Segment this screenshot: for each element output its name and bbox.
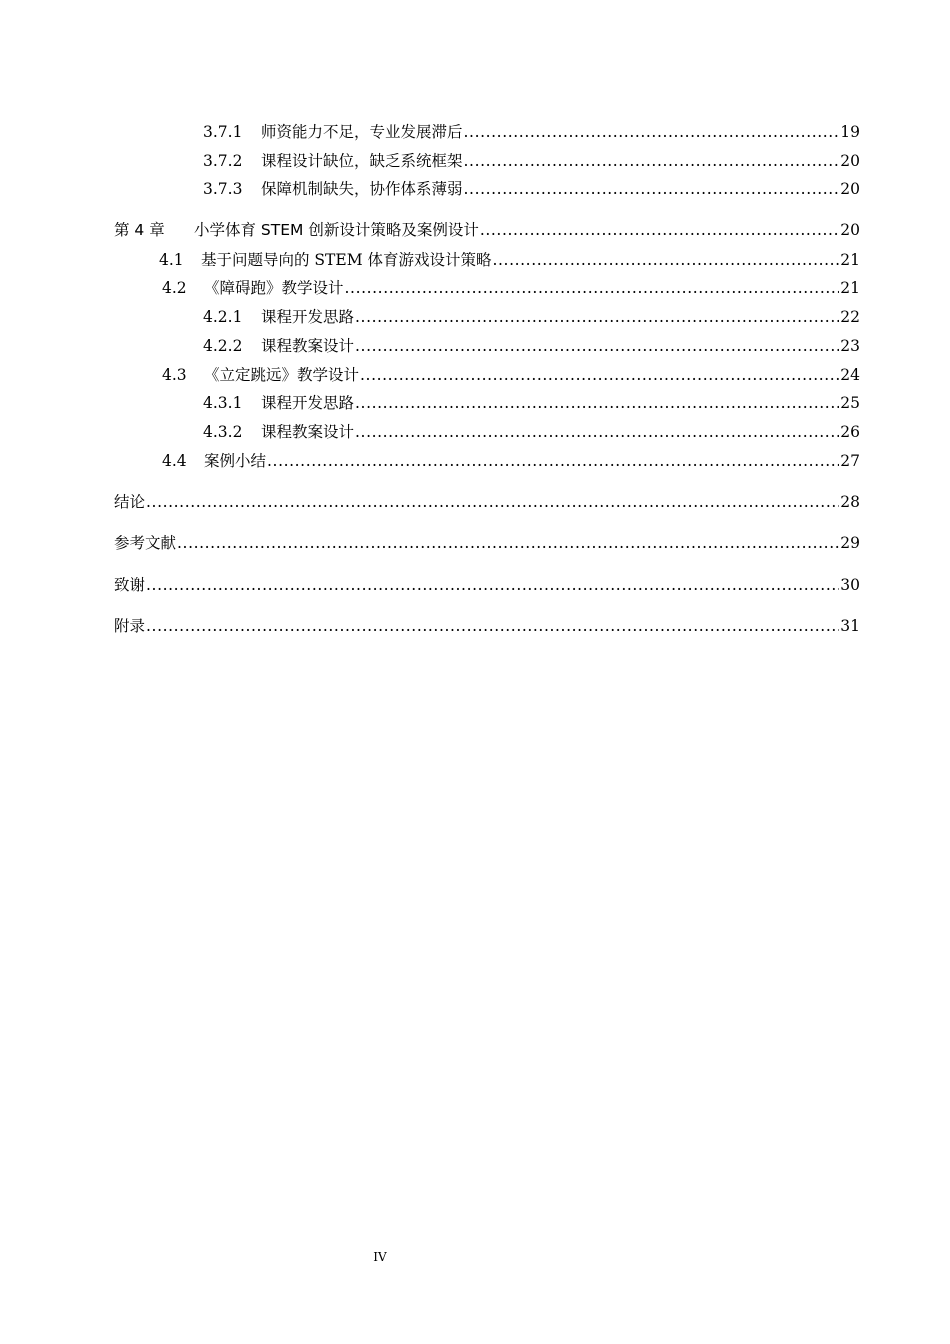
toc-entry-page: 20 [840,180,860,198]
toc-entry-number: 4.3.2 [203,423,243,441]
toc-entry-title: 课程开发思路 [261,394,355,412]
toc-entry-number: 4.3 [162,366,187,384]
toc-dot-leader [360,365,839,385]
toc-entry-page: 20 [840,221,860,239]
toc-section-entry[interactable] [114,529,860,553]
toc-entry-number: 4.3.1 [203,394,243,412]
toc-dot-leader [345,278,840,298]
toc-entry[interactable] [203,147,860,171]
toc-entry-number: 3.7.3 [203,180,243,198]
toc-entry-page: 30 [840,576,860,594]
toc-dot-leader [146,492,839,512]
toc-entry[interactable] [203,332,860,356]
toc-entry-number: 4.4 [162,452,187,470]
toc-entry-page: 28 [840,493,860,511]
toc-entry-title: 附录 [114,617,146,635]
toc-entry-page: 24 [840,366,860,384]
toc-entry-title: 保障机制缺失，协作体系薄弱 [261,180,463,198]
toc-dot-leader [355,393,839,413]
toc-entry-number: 第 4 章 [114,221,165,239]
toc-entry-title: 师资能力不足，专业发展滞后 [261,123,463,141]
toc-entry-page: 26 [840,423,860,441]
toc-entry[interactable] [203,175,860,199]
toc-entry-title: 《立定跳远》教学设计 [204,366,360,384]
toc-entry-number: 4.2.1 [203,308,243,326]
toc-entry[interactable] [162,274,860,298]
toc-entry-page: 31 [840,617,860,635]
toc-entry-page: 21 [840,251,860,269]
toc-entry-page: 19 [840,123,860,141]
toc-entry[interactable] [162,447,860,471]
toc-section-entry[interactable] [114,571,860,595]
toc-entry-page: 29 [840,534,860,552]
toc-entry-title: 参考文献 [114,534,177,552]
toc-dot-leader [464,122,840,142]
toc-dot-leader [177,533,839,553]
toc-entry[interactable] [203,389,860,413]
toc-entry-page: 27 [840,452,860,470]
toc-entry-title: 基于问题导向的 STEM 体育游戏设计策略 [201,251,492,269]
toc-dot-leader [355,307,839,327]
page-footer-number: IV [373,1250,387,1264]
toc-section-entry[interactable] [114,488,860,512]
toc-entry-number: 3.7.1 [203,123,243,141]
toc-entry-title: 结论 [114,493,146,511]
toc-dot-leader [464,151,840,171]
toc-entry-page: 22 [840,308,860,326]
toc-chapter-entry[interactable] [114,216,860,240]
toc-section-entry[interactable] [114,612,860,636]
toc-dot-leader [480,220,839,240]
toc-entry-page: 21 [840,279,860,297]
toc-dot-leader [464,179,840,199]
toc-dot-leader [493,250,840,270]
toc-entry-number: 4.2.2 [203,337,243,355]
toc-entry[interactable] [159,246,860,270]
toc-entry-title: 课程设计缺位，缺乏系统框架 [261,152,463,170]
toc-entry-number: 4.2 [162,279,187,297]
toc-entry[interactable] [203,118,860,142]
toc-entry-page: 20 [840,152,860,170]
toc-entry-title: 课程开发思路 [261,308,355,326]
toc-entry-title: 案例小结 [204,452,267,470]
toc-entry[interactable] [162,361,860,385]
toc-entry-page: 23 [840,337,860,355]
toc-entry-title: 致谢 [114,576,146,594]
toc-entry-title: 课程教案设计 [261,337,355,355]
toc-entry-number: 3.7.2 [203,152,243,170]
toc-dot-leader [355,422,839,442]
toc-entry-page: 25 [840,394,860,412]
toc-entry-number: 4.1 [159,251,184,269]
toc-dot-leader [146,616,839,636]
toc-entry-title: 《障碍跑》教学设计 [204,279,344,297]
toc-entry-title: 课程教案设计 [261,423,355,441]
toc-entry[interactable] [203,303,860,327]
toc-entry-title: 小学体育 STEM 创新设计策略及案例设计 [194,221,479,239]
toc-entry[interactable] [203,418,860,442]
toc-dot-leader [355,336,839,356]
toc-dot-leader [267,451,839,471]
toc-dot-leader [146,575,839,595]
